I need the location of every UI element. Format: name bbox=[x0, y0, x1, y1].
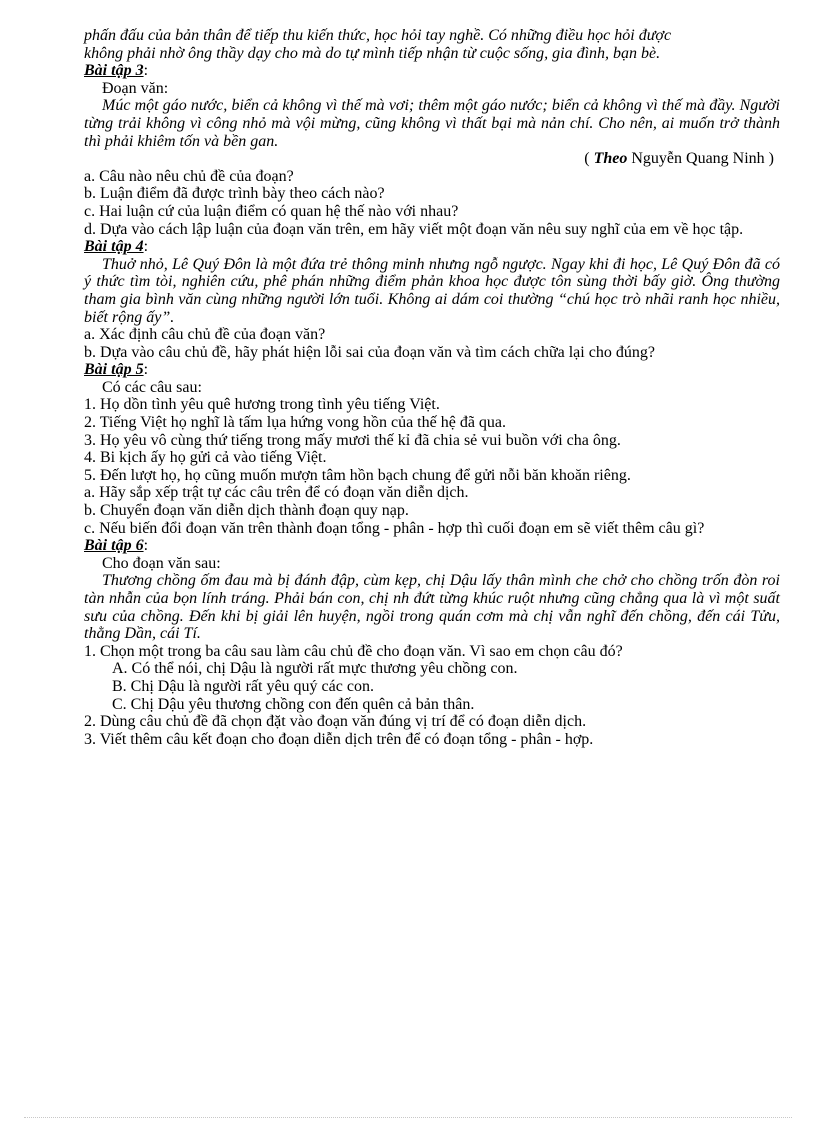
question-item: 1. Chọn một trong ba câu sau làm câu chủ đề cho đoạn văn. Vì sao em chọn câu đó? bbox=[84, 642, 623, 660]
citation-open: ( bbox=[584, 150, 590, 168]
citation-theo: Theo bbox=[593, 150, 628, 168]
exercise-5-heading bbox=[84, 361, 780, 379]
question-item: c. Hai luận cứ của luận điểm có quan hệ thế nào với nhau? bbox=[84, 202, 459, 220]
sentence-item: 1. Họ dồn tình yêu quê hương trong tình yêu tiếng Việt. bbox=[84, 396, 440, 414]
question-item: a. Hãy sắp xếp trật tự các câu trên để có đoạn văn diễn dịch. bbox=[84, 484, 469, 502]
heading-colon: : bbox=[143, 62, 149, 80]
exercise-lead: Có các câu sau: bbox=[102, 378, 202, 396]
exercise-passage: Thuở nhỏ, Lê Quý Đôn là một đứa trẻ thông minh nhưng ngỗ ngược. Ngay khi đi học, Lê Quý Đôn đã có ý thức tìm tòi, nghiên cứu, phê phán những điểm phản khoa học được tôn sùng thời bấy giờ. Ông thường tham gia bình văn cùng những người lớn tuổi. Không ai dám coi thường “chú học trò nhãi ranh học nhiều, biết rộng ấy”. bbox=[84, 255, 780, 326]
exercise-heading-label: Bài tập 3 bbox=[84, 62, 144, 80]
sentence-item: 3. Họ yêu vô cùng thứ tiếng trong mấy mươi thế kỉ đã chia sẻ vui buồn với cha ông. bbox=[84, 431, 621, 449]
question-item: b. Dựa vào câu chủ đề, hãy phát hiện lỗi sai của đoạn văn và tìm cách chữa lại cho đúng? bbox=[84, 343, 655, 361]
exercise-passage: Múc một gáo nước, biển cả không vì thế mà vơi; thêm một gáo nước; biển cả không vì thế mà đầy. Người từng trải không vì công nhỏ mà vội mừng, cũng không vì thất bại mà nản chí. Cho nên, ai muốn trở thành thì phải khiêm tốn và bền gan. bbox=[84, 97, 780, 150]
question-item: a. Xác định câu chủ đề của đoạn văn? bbox=[84, 326, 326, 344]
exercise-4-heading bbox=[84, 238, 780, 256]
page-bottom-divider bbox=[24, 1117, 792, 1118]
sentence-item: 5. Đến lượt họ, họ cũng muốn mượn tâm hồn bạch chung để gửi nỗi băn khoăn riêng. bbox=[84, 466, 631, 484]
question-item: b. Luận điểm đã được trình bày theo cách nào? bbox=[84, 185, 385, 203]
intro-line: phấn đấu của bản thân để tiếp thu kiến thức, học hỏi tay nghề. Có những điều học hỏi được bbox=[84, 27, 672, 44]
question-item: c. Nếu biến đổi đoạn văn trên thành đoạn tổng - phân - hợp thì cuối đoạn em sẽ viết thêm câu gì? bbox=[84, 519, 705, 537]
heading-colon: : bbox=[143, 361, 149, 379]
source-citation bbox=[84, 150, 780, 168]
document-page bbox=[84, 27, 780, 748]
sentence-item: 4. Bi kịch ấy họ gửi cả vào tiếng Việt. bbox=[84, 449, 327, 467]
citation-author: Nguyễn Quang Ninh ) bbox=[627, 150, 774, 168]
exercise-6-heading bbox=[84, 537, 780, 555]
exercise-heading-label: Bài tập 4 bbox=[84, 238, 144, 256]
question-item: 3. Viết thêm câu kết đoạn cho đoạn diễn dịch trên để có đoạn tổng - phân - hợp. bbox=[84, 730, 594, 748]
question-item: a. Câu nào nêu chủ đề của đoạn? bbox=[84, 167, 294, 185]
question-item: b. Chuyển đoạn văn diễn dịch thành đoạn quy nạp. bbox=[84, 502, 409, 520]
answer-option: B. Chị Dậu là người rất yêu quý các con. bbox=[112, 677, 374, 695]
exercise-3-heading bbox=[84, 62, 780, 80]
exercise-heading-label: Bài tập 5 bbox=[84, 361, 144, 379]
intro-line: không phải nhờ ông thầy dạy cho mà do tự mình tiếp nhận từ cuộc sống, gia đình, bạn bè. bbox=[84, 44, 661, 62]
sentence-item: 2. Tiếng Việt họ nghĩ là tấm lụa hứng vong hồn của thế hệ đã qua. bbox=[84, 414, 507, 432]
question-item: d. Dựa vào cách lập luận của đoạn văn trên, em hãy viết một đoạn văn nêu suy nghĩ của em về học tập. bbox=[84, 220, 744, 238]
exercise-heading-label: Bài tập 6 bbox=[84, 537, 144, 555]
exercise-lead: Cho đoạn văn sau: bbox=[102, 554, 221, 572]
exercise-passage: Thương chồng ốm đau mà bị đánh đập, cùm kẹp, chị Dậu lấy thân mình che chở cho chồng trốn đòn roi tàn nhẫn của bọn lính tráng. Phải bán con, chị nh đứt từng khúc ruột nhưng cũng chẳng qua là vì một suất sưu của chồng. Đến khi bị giải lên huyện, ngồi trong quán cơm mà chị vẫn nghĩ đến chồng, đến cái Tửu, thằng Dần, cái Tí. bbox=[84, 572, 780, 643]
heading-colon: : bbox=[143, 537, 149, 555]
exercise-lead: Đoạn văn: bbox=[102, 79, 169, 97]
heading-colon: : bbox=[143, 238, 149, 256]
question-item: 2. Dùng câu chủ đề đã chọn đặt vào đoạn văn đúng vị trí để có đoạn diễn dịch. bbox=[84, 713, 587, 731]
answer-option: C. Chị Dậu yêu thương chồng con đến quên cả bản thân. bbox=[112, 695, 475, 713]
answer-option: A. Có thể nói, chị Dậu là người rất mực thương yêu chồng con. bbox=[112, 660, 518, 678]
